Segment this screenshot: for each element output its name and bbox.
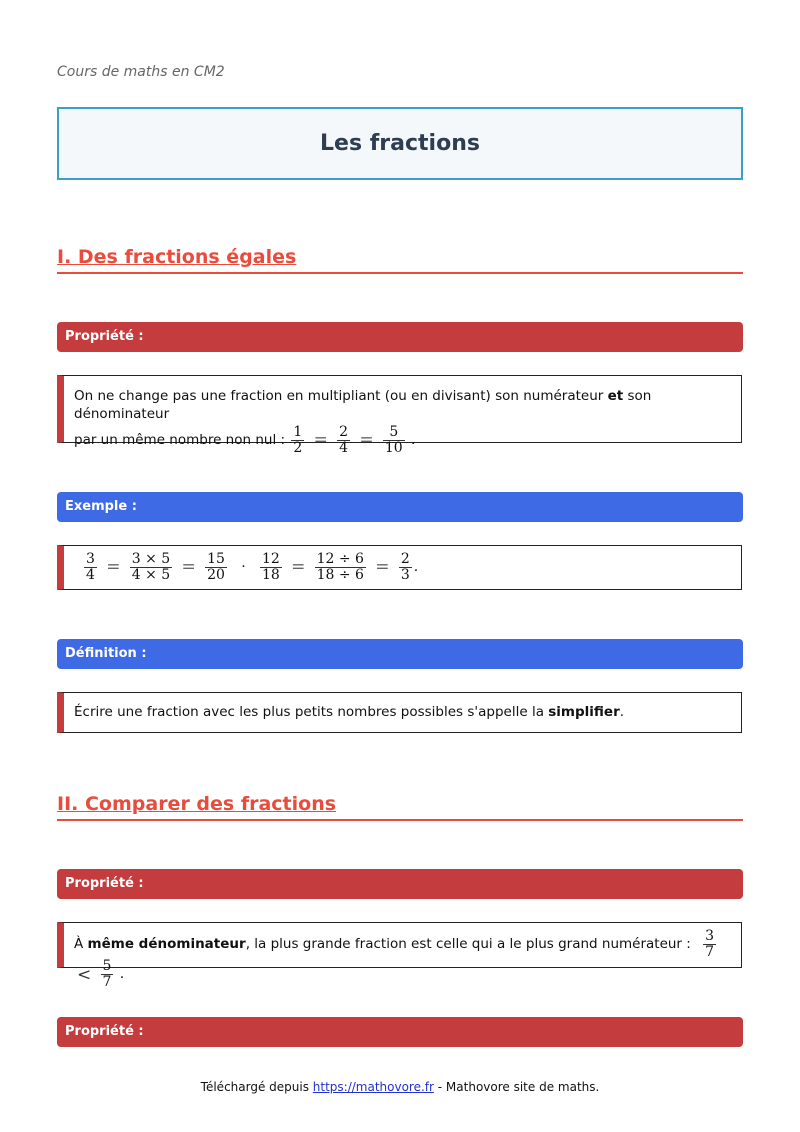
- footer: Téléchargé depuis https://mathovore.fr - Mathovore site de maths.: [200, 1080, 600, 1094]
- fraction: $\frac{2}{4}$: [339, 424, 349, 456]
- propriete-band-1: Propriété :: [57, 322, 743, 352]
- fraction: $\frac{3}{7}$: [705, 928, 715, 960]
- fraction: $\frac{15}{20}$: [207, 551, 225, 583]
- propriete-band-2: Propriété :: [57, 869, 743, 899]
- exemple-box: $\frac{3}{4}$ = $\frac{3 \times 5}{4 \times 5}$ = $\frac{15}{20}$ · $\frac{12}{18}$ = $\frac{12 \div 6}{18 \div 6}$ = $\frac{2}{3}$ .: [57, 545, 742, 590]
- propriete-text-line2: par un même nombre non nul : $\frac{1}{2}$ = $\frac{2}{4}$ = $\frac{5}{10}$ .: [74, 424, 416, 456]
- less-than-sign: <: [77, 964, 92, 985]
- definition-box: Écrire une fraction avec les plus petits nombres possibles s'appelle la simplifier.: [57, 692, 742, 733]
- propriete-text-line1: On ne change pas une fraction en multipliant (ou en divisant) son numérateur et son dénominateur: [74, 388, 652, 422]
- page-title: Les fractions: [320, 131, 480, 156]
- fraction: $\frac{3 \times 5}{4 \times 5}$: [131, 551, 171, 583]
- title-box: [57, 107, 743, 180]
- fraction: $\frac{1}{2}$: [293, 424, 303, 456]
- equals-sign: =: [313, 430, 328, 451]
- definition-band: Définition :: [57, 639, 743, 669]
- equals-sign: =: [359, 430, 374, 451]
- fraction: $\frac{5}{10}$: [384, 424, 403, 456]
- section-title-2: [57, 793, 743, 821]
- section-title-1-text: I. Des fractions égales: [57, 246, 297, 268]
- fraction: $\frac{5}{7}$: [102, 958, 112, 991]
- fraction: $\frac{12 \div 6}{18 \div 6}$: [316, 551, 364, 583]
- fraction: $\frac{12}{18}$: [261, 551, 280, 583]
- propriete-box-2: À même dénominateur, la plus grande fraction est celle qui a le plus grand numérateur : $\frac{3}{7}$ < $\frac{5}{7}$ .: [57, 922, 742, 968]
- fraction: $\frac{2}{3}$: [400, 551, 410, 583]
- propriete-band-3: Propriété :: [57, 1017, 743, 1047]
- course-title: Cours de maths en CM2: [57, 64, 225, 80]
- fraction: $\frac{3}{4}$: [86, 551, 95, 583]
- section-title-2-text: II. Comparer des fractions: [57, 793, 337, 815]
- separator-dot: ·: [241, 559, 246, 576]
- propriete-box-1: [57, 375, 742, 456]
- section-title-1: [57, 246, 743, 274]
- footer-link[interactable]: https://mathovore.fr: [312, 1080, 434, 1094]
- exemple-band: Exemple :: [57, 492, 743, 522]
